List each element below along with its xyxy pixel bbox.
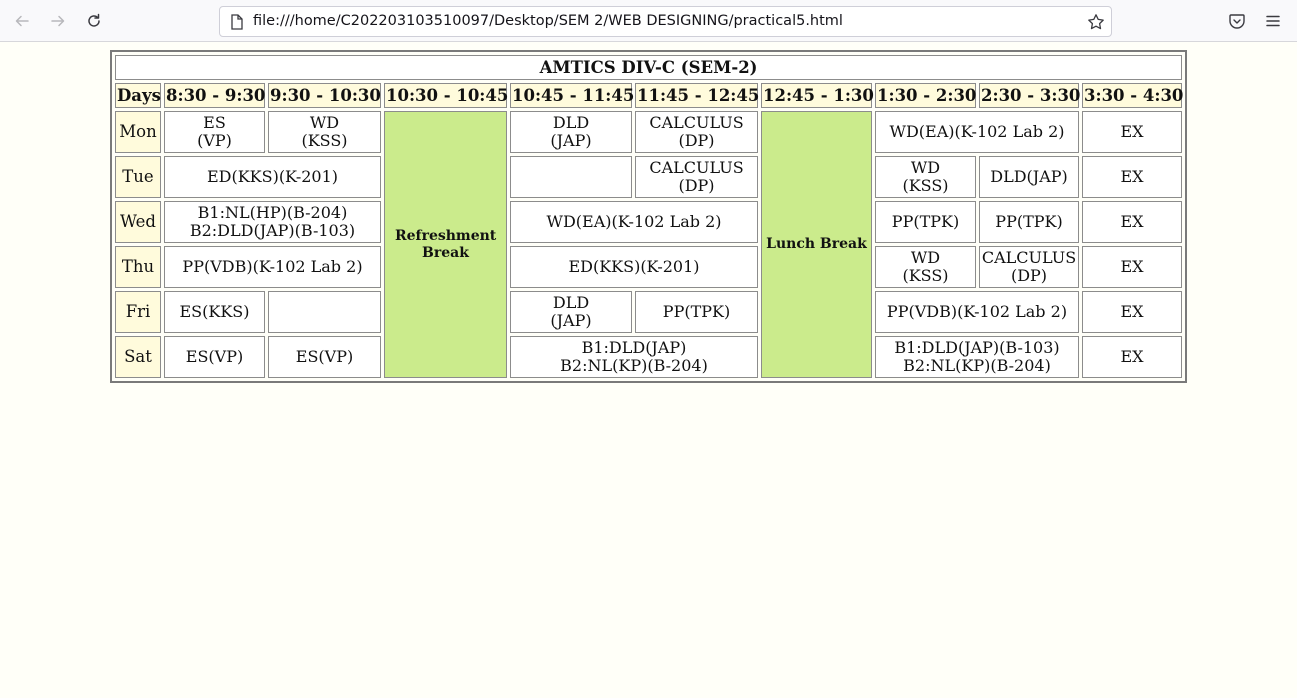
- cell-tue-s1-2: ED(KKS)(K-201): [164, 156, 381, 198]
- url-text: file:///home/C202203103510097/Desktop/SEM 2/WEB DESIGNING/practical5.html: [253, 13, 843, 29]
- cell-tue-s4: [510, 156, 632, 198]
- cell-fri-s5: PP(TPK): [635, 291, 758, 333]
- cell-mon-s9: EX: [1082, 111, 1182, 153]
- header-slot-4: 10:45 - 11:45: [510, 83, 632, 108]
- cell-mon-s7-8: WD(EA)(K-102 Lab 2): [875, 111, 1079, 153]
- cell-fri-s2: [268, 291, 381, 333]
- forward-arrow-icon: [50, 13, 66, 29]
- day-wed: Wed: [115, 201, 161, 243]
- cell-thu-s7: WD (KSS): [875, 246, 976, 288]
- cell-wed-s9: EX: [1082, 201, 1182, 243]
- cell-thu-s1-2: PP(VDB)(K-102 Lab 2): [164, 246, 381, 288]
- timetable: [110, 50, 1187, 383]
- header-slot-1: 8:30 - 9:30: [164, 83, 265, 108]
- cell-sat-s4-5: B1:DLD(JAP) B2:NL(KP)(B-204): [510, 336, 758, 378]
- cell-tue-s9: EX: [1082, 156, 1182, 198]
- header-slot-6: 12:45 - 1:30: [761, 83, 872, 108]
- refreshment-break: Refreshment Break: [384, 111, 507, 378]
- back-button[interactable]: [10, 9, 34, 33]
- cell-sat-s9: EX: [1082, 336, 1182, 378]
- cell-sat-s2: ES(VP): [268, 336, 381, 378]
- day-fri: Fri: [115, 291, 161, 333]
- day-mon: Mon: [115, 111, 161, 153]
- header-slot-9: 3:30 - 4:30: [1082, 83, 1182, 108]
- cell-wed-s7: PP(TPK): [875, 201, 976, 243]
- cell-wed-s8: PP(TPK): [979, 201, 1079, 243]
- cell-fri-s1: ES(KKS): [164, 291, 265, 333]
- cell-thu-s9: EX: [1082, 246, 1182, 288]
- cell-tue-s7: WD (KSS): [875, 156, 976, 198]
- header-slot-8: 2:30 - 3:30: [979, 83, 1079, 108]
- day-tue: Tue: [115, 156, 161, 198]
- cell-sat-s1: ES(VP): [164, 336, 265, 378]
- header-slot-7: 1:30 - 2:30: [875, 83, 976, 108]
- header-slot-5: 11:45 - 12:45: [635, 83, 758, 108]
- cell-fri-s7-8: PP(VDB)(K-102 Lab 2): [875, 291, 1079, 333]
- browser-toolbar: [0, 0, 1297, 42]
- cell-thu-s4-5: ED(KKS)(K-201): [510, 246, 758, 288]
- back-arrow-icon: [14, 13, 30, 29]
- forward-button[interactable]: [46, 9, 70, 33]
- page-icon: [230, 14, 244, 30]
- day-thu: Thu: [115, 246, 161, 288]
- lunch-break: Lunch Break: [761, 111, 872, 378]
- cell-tue-s8: DLD(JAP): [979, 156, 1079, 198]
- cell-fri-s4: DLD (JAP): [510, 291, 632, 333]
- menu-icon[interactable]: [1264, 12, 1282, 30]
- cell-wed-s1-2: B1:NL(HP)(B-204) B2:DLD(JAP)(B-103): [164, 201, 381, 243]
- pocket-icon[interactable]: [1228, 12, 1246, 30]
- address-bar[interactable]: [219, 6, 1112, 37]
- cell-fri-s9: EX: [1082, 291, 1182, 333]
- cell-mon-s5: CALCULUS (DP): [635, 111, 758, 153]
- reload-button[interactable]: [82, 9, 106, 33]
- header-slot-2: 9:30 - 10:30: [268, 83, 381, 108]
- bookmark-star-icon[interactable]: [1087, 13, 1105, 31]
- header-days: Days: [115, 83, 161, 108]
- timetable-title: AMTICS DIV-C (SEM-2): [115, 55, 1182, 80]
- cell-tue-s5: CALCULUS (DP): [635, 156, 758, 198]
- cell-thu-s8: CALCULUS (DP): [979, 246, 1079, 288]
- cell-sat-s7-8: B1:DLD(JAP)(B-103) B2:NL(KP)(B-204): [875, 336, 1079, 378]
- cell-mon-s4: DLD (JAP): [510, 111, 632, 153]
- cell-mon-s2: WD (KSS): [268, 111, 381, 153]
- day-sat: Sat: [115, 336, 161, 378]
- cell-mon-s1: ES (VP): [164, 111, 265, 153]
- header-slot-3: 10:30 - 10:45: [384, 83, 507, 108]
- reload-icon: [86, 13, 102, 29]
- cell-wed-s4-5: WD(EA)(K-102 Lab 2): [510, 201, 758, 243]
